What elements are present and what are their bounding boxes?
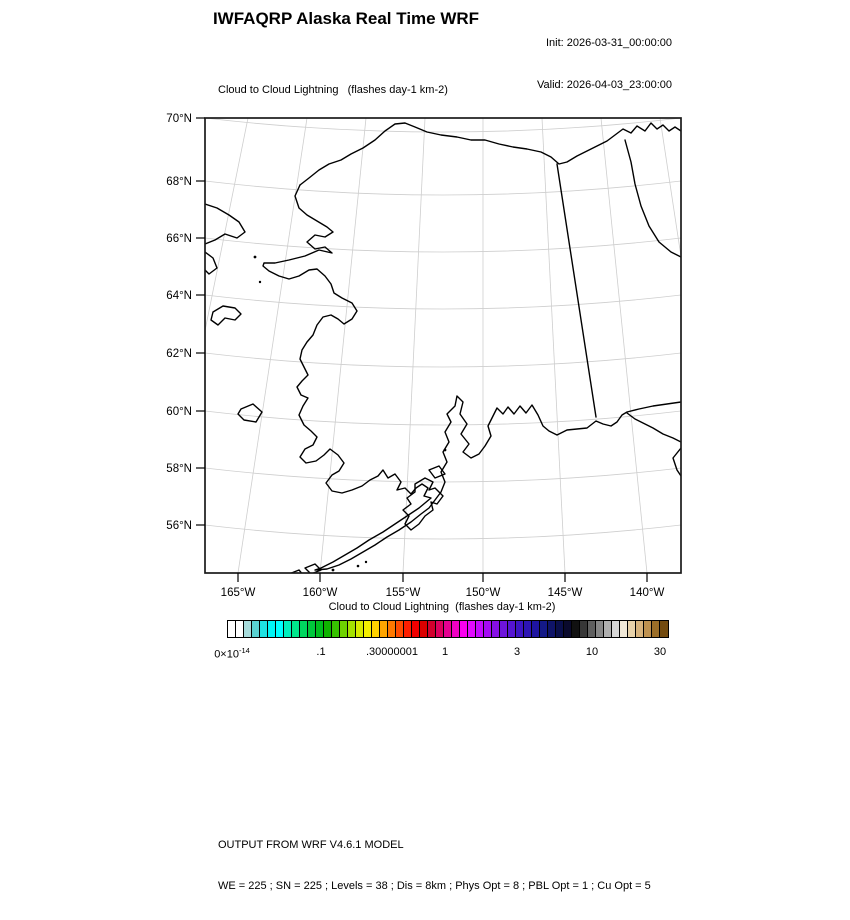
colorbar-cell [524, 621, 532, 637]
lat-tick-label: 56°N [166, 520, 192, 532]
colorbar-tick-label: 10 [585, 646, 599, 658]
lat-tick-label: 64°N [166, 290, 192, 302]
colorbar-cell [436, 621, 444, 637]
aleutian-island-2 [289, 570, 304, 579]
colorbar-cell [540, 621, 548, 637]
lat-tick-label: 58°N [166, 463, 192, 475]
colorbar-title: Cloud to Cloud Lightning (flashes day-1 km-2) [328, 601, 556, 613]
colorbar-cell [228, 621, 236, 637]
colorbar-cell [476, 621, 484, 637]
arctic-coastline [300, 123, 681, 185]
lon-tick-label: 150°W [465, 587, 501, 599]
colorbar-cell [332, 621, 340, 637]
lat-tick-label: 66°N [166, 233, 192, 245]
colorbar-cell [460, 621, 468, 637]
colorbar-cell [572, 621, 580, 637]
colorbar-cell [564, 621, 572, 637]
colorbar-cell [444, 621, 452, 637]
colorbar-cell [316, 621, 324, 637]
nunivak-island [238, 404, 262, 422]
colorbar-cell [596, 621, 604, 637]
colorbar-cell [260, 621, 268, 637]
colorbar-cell [356, 621, 364, 637]
page-title: IWFAQRP Alaska Real Time WRF [212, 9, 480, 28]
colorbar-cell [364, 621, 372, 637]
colorbar-cell [532, 621, 540, 637]
lon-tick-label: 140°W [629, 587, 665, 599]
colorbar-cell [308, 621, 316, 637]
colorbar-tick-label: $0\times 10^{-14}$ [214, 646, 250, 661]
footer-line-2: WE = 225 ; SN = 225 ; Levels = 38 ; Dis = 8km ; Phys Opt = 8 ; PBL Opt = 1 ; Cu Opt = 5 [218, 879, 651, 892]
colorbar-tick-label: .30000001 [366, 646, 418, 658]
colorbar-cell [380, 621, 388, 637]
colorbar-cell [252, 621, 260, 637]
colorbar-cell [292, 621, 300, 637]
colorbar-cell [452, 621, 460, 637]
colorbar-cell [236, 621, 244, 637]
lat-tick-label: 60°N [166, 406, 192, 418]
chukotka-coastline [205, 204, 245, 244]
st-lawrence-island [211, 306, 241, 325]
colorbar [227, 620, 669, 638]
lat-tick-label: 62°N [166, 348, 192, 360]
lon-tick-label: 165°W [220, 587, 256, 599]
lon-tick-label: 160°W [302, 587, 338, 599]
colorbar-cell [404, 621, 412, 637]
colorbar-cell [620, 621, 628, 637]
colorbar-cell [548, 621, 556, 637]
graticule [156, 118, 729, 573]
colorbar-cell [556, 621, 564, 637]
colorbar-cell [484, 621, 492, 637]
coastlines [205, 123, 681, 579]
colorbar-cell [300, 621, 308, 637]
lon-tick-label: 145°W [547, 587, 583, 599]
lat-tick-label: 68°N [166, 176, 192, 188]
footer-annotation [218, 812, 651, 920]
colorbar-cell [284, 621, 292, 637]
colorbar-cell [428, 621, 436, 637]
colorbar-tick-label: 1 [441, 646, 449, 658]
colorbar-labels [0, 646, 850, 666]
colorbar-cell [268, 621, 276, 637]
chukotka-coastline-2 [205, 252, 217, 274]
init-timestamp: Init: 2026-03-31_00:00:00 [546, 37, 672, 49]
colorbar-cell [468, 621, 476, 637]
colorbar-cell [244, 621, 252, 637]
colorbar-cell [420, 621, 428, 637]
footer-line-1: OUTPUT FROM WRF V4.6.1 MODEL [218, 839, 404, 851]
alaska-canada-border [557, 164, 596, 417]
southeast-coastline [627, 413, 681, 442]
colorbar-tick-label: 3 [513, 646, 521, 658]
colorbar-cell [628, 621, 636, 637]
valid-timestamp: Valid: 2026-04-03_23:00:00 [537, 79, 672, 91]
colorbar-cell [636, 621, 644, 637]
colorbar-cell [612, 621, 620, 637]
colorbar-cell [324, 621, 332, 637]
colorbar-cell [340, 621, 348, 637]
colorbar-cell [580, 621, 588, 637]
lon-tick-label: 155°W [385, 587, 421, 599]
colorbar-cell [412, 621, 420, 637]
colorbar-cell [500, 621, 508, 637]
longitude-axis [221, 573, 665, 599]
west-south-coastline [263, 185, 681, 570]
colorbar-cell [492, 621, 500, 637]
map-frame [205, 118, 681, 573]
colorbar-cell [660, 621, 668, 637]
colorbar-cell [652, 621, 660, 637]
colorbar-cell [644, 621, 652, 637]
field-title: Cloud to Cloud Lightning (flashes day-1 km-2) [218, 84, 448, 96]
colorbar-cell [396, 621, 404, 637]
colorbar-cell [604, 621, 612, 637]
colorbar-cell [516, 621, 524, 637]
colorbar-cell [276, 621, 284, 637]
southeast-corner-coastline [673, 448, 681, 476]
colorbar-cell [372, 621, 380, 637]
alaska-map [160, 100, 700, 600]
colorbar-cell [388, 621, 396, 637]
lat-tick-label: 70°N [166, 113, 192, 125]
latitude-axis [166, 113, 205, 532]
colorbar-cell [588, 621, 596, 637]
colorbar-tick-label: 30 [653, 646, 667, 658]
colorbar-cell [348, 621, 356, 637]
colorbar-cell [508, 621, 516, 637]
small-islands [254, 256, 447, 576]
colorbar-tick-label: .1 [316, 646, 326, 658]
